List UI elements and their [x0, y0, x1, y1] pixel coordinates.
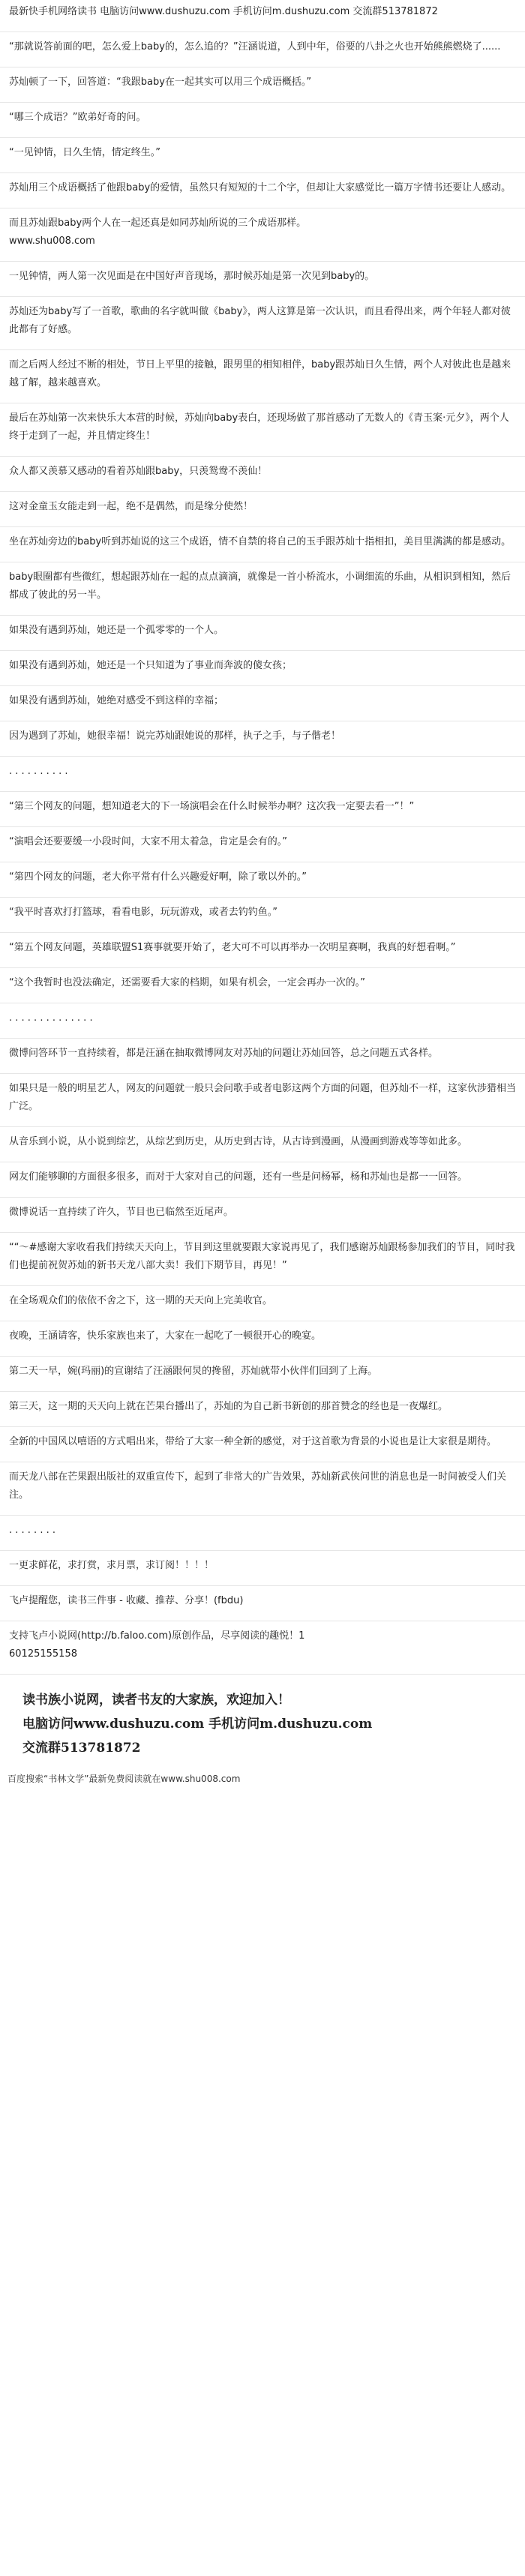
- paragraph: “我平时喜欢打打篮球，看看电影，玩玩游戏，或者去钓钓鱼。”: [0, 898, 525, 933]
- bottom-ad-line: 百度搜索“书林文学”最新免费阅读就在www.shu008.com: [8, 1774, 241, 1784]
- paragraph: baby眼圈都有些微红，想起跟苏灿在一起的点点滴滴，就像是一首小桥流水，小调细流的乐曲，从相识到相知，然后都成了彼此的另一半。: [0, 562, 525, 616]
- paragraph: 第二天一早，婉(玛丽)的宣谢结了汪涵跟何炅的搀留，苏灿就带小伙伴们回到了上海。: [0, 1357, 525, 1392]
- paragraph: 如果没有遇到苏灿，她绝对感受不到这样的幸福；: [0, 686, 525, 721]
- chapter-body: [0, 32, 525, 1675]
- footer-group: 交流群513781872: [22, 1741, 141, 1756]
- paragraph: 第三天，这一期的天天向上就在芒果台播出了，苏灿的为自己新书新创的那首赞念的经也是一夜爆红。: [0, 1392, 525, 1427]
- paragraph: “一见钟情，日久生情，情定终生。”: [0, 138, 525, 173]
- paragraph: 微博说话一直持续了许久，节目也已临然至近尾声。: [0, 1198, 525, 1233]
- paragraph: 最后在苏灿第一次来快乐大本营的时候，苏灿向baby表白，还现场做了那首感动了无数人的《青玉案·元夕》，两个人终于走到了一起，并且情定终生！: [0, 403, 525, 457]
- paragraph: 如果没有遇到苏灿，她还是一个孤零零的一个人。: [0, 616, 525, 651]
- paragraph: 因为遇到了苏灿，她很幸福！说完苏灿跟她说的那样，执子之手，与子偕老！: [0, 721, 525, 757]
- paragraph: 苏灿顿了一下，回答道：“我跟baby在一起其实可以用三个成语概括。”: [0, 67, 525, 103]
- paragraph: 这对金童玉女能走到一起，绝不是偶然，而是缘分使然！: [0, 492, 525, 527]
- paragraph: 如果没有遇到苏灿，她还是一个只知道为了事业而奔波的傻女孩；: [0, 651, 525, 686]
- paragraph: 从音乐到小说，从小说到综艺，从综艺到历史，从历史到古诗，从古诗到漫画，从漫画到游戏等等如此多。: [0, 1127, 525, 1162]
- paragraph: 而天龙八部在芒果跟出版社的双重宣传下，起到了非常大的广告效果，苏灿新武侠问世的消息也是一时间被受人们关注。: [0, 1462, 525, 1516]
- paragraph: 如果只是一般的明星艺人，网友的问题就一般只会问歌手或者电影这两个方面的问题，但苏灿不一样，这家伙涉猎相当广泛。: [0, 1074, 525, 1127]
- site-footer: [0, 1675, 525, 1768]
- paragraph: “第五个网友问题，英雄联盟S1赛事就要开始了，老大可不可以再举办一次明星赛啊，我真的好想看啊。”: [0, 933, 525, 968]
- paragraph: “这个我暂时也没法确定，还需要看大家的档期，如果有机会，一定会再办一次的。”: [0, 968, 525, 1003]
- paragraph: “第三个网友的问题，想知道老大的下一场演唱会在什么时候举办啊？这次我一定要去看一”！”: [0, 792, 525, 827]
- paragraph: . . . . . . . . . .: [0, 757, 525, 792]
- paragraph: “演唱会还要要缓一小段时间，大家不用太着急，肯定是会有的。”: [0, 827, 525, 862]
- footer-welcome: 读书族小说网，读者书友的大家族，欢迎加入！: [22, 1693, 290, 1708]
- paragraph: 苏灿还为baby写了一首歌，歌曲的名字就叫做《baby》，两人这算是第一次认识，而且看得出来，两个年轻人都对彼此都有了好感。: [0, 297, 525, 350]
- paragraph: 而之后两人经过不断的相处，节日上平里的接触，跟男里的相知相伴，baby跟苏灿日久生情，两个人对彼此也是越来越了解，越来越喜欢。: [0, 350, 525, 403]
- paragraph: “哪三个成语？”欧弟好奇的问。: [0, 103, 525, 138]
- paragraph: 微博问答环节一直持续着，都是汪涵在抽取微博网友对苏灿的问题让苏灿回答，总之问题五式各样。: [0, 1039, 525, 1074]
- paragraph: . . . . . . . . . . . . . .: [0, 1003, 525, 1039]
- paragraph: 一更求鲜花，求打赏，求月票，求订阅！！！！: [0, 1551, 525, 1586]
- paragraph: “那就说答前面的吧，怎么爱上baby的，怎么追的？”汪涵说道，人到中年，俗要的八卦之火也开始熊熊燃烧了......: [0, 32, 525, 67]
- paragraph: 众人都又羡慕又感动的看着苏灿跟baby，只羡鸳鸯不羡仙！: [0, 457, 525, 492]
- paragraph: 坐在苏灿旁边的baby听到苏灿说的这三个成语，情不自禁的将自己的玉手跟苏灿十指相扣，美目里满满的都是感动。: [0, 527, 525, 562]
- paragraph: 支持飞卢小说网(http://b.faloo.com)原创作品，尽享阅读的趣悦！1 60125155158: [0, 1621, 525, 1675]
- paragraph: 夜晚，王涵请客，快乐家族也来了，大家在一起吃了一顿很开心的晚宴。: [0, 1321, 525, 1357]
- paragraph: 苏灿用三个成语概括了他跟baby的爱情，虽然只有短短的十二个字，但却让大家感觉比一篇万字情书还要让人感动。: [0, 173, 525, 208]
- paragraph: ““～#感谢大家收看我们持续天天向上，节目到这里就要跟大家说再见了，我们感谢苏灿跟杨参加我们的节目，同时我们也提前祝贺苏灿的新书天龙八部大卖！我们下期节目，再见！”: [0, 1233, 525, 1286]
- paragraph: “第四个网友的问题，老大你平常有什么兴趣爱好啊，除了歌以外的。”: [0, 862, 525, 898]
- paragraph: 而且苏灿跟baby两个人在一起还真是如同苏灿所说的三个成语那样。 www.shu008.com: [0, 208, 525, 262]
- paragraph: 全新的中国风以嘻语的方式唱出来，带给了大家一种全新的感觉，对于这首歌为背景的小说也是让大家很是期待。: [0, 1427, 525, 1462]
- paragraph: 网友们能够聊的方面很多很多，而对于大家对自己的问题，还有一些是问杨幂，杨和苏灿也是都一一回答。: [0, 1162, 525, 1198]
- paragraph: 在全场观众们的依依不舍之下，这一期的天天向上完美收官。: [0, 1286, 525, 1321]
- footer-urls: 电脑访问www.dushuzu.com 手机访问m.dushuzu.com: [22, 1717, 373, 1732]
- header-line: 最新快手机网络读书 电脑访问www.dushuzu.com 手机访问m.dushuzu.com 交流群513781872: [0, 0, 525, 32]
- paragraph: 飞卢提醒您，读书三件事 - 收藏、推荐、分享！(fbdu): [0, 1586, 525, 1621]
- paragraph: . . . . . . . .: [0, 1516, 525, 1551]
- paragraph: 一见钟情，两人第一次见面是在中国好声音现场，那时候苏灿是第一次见到baby的。: [0, 262, 525, 297]
